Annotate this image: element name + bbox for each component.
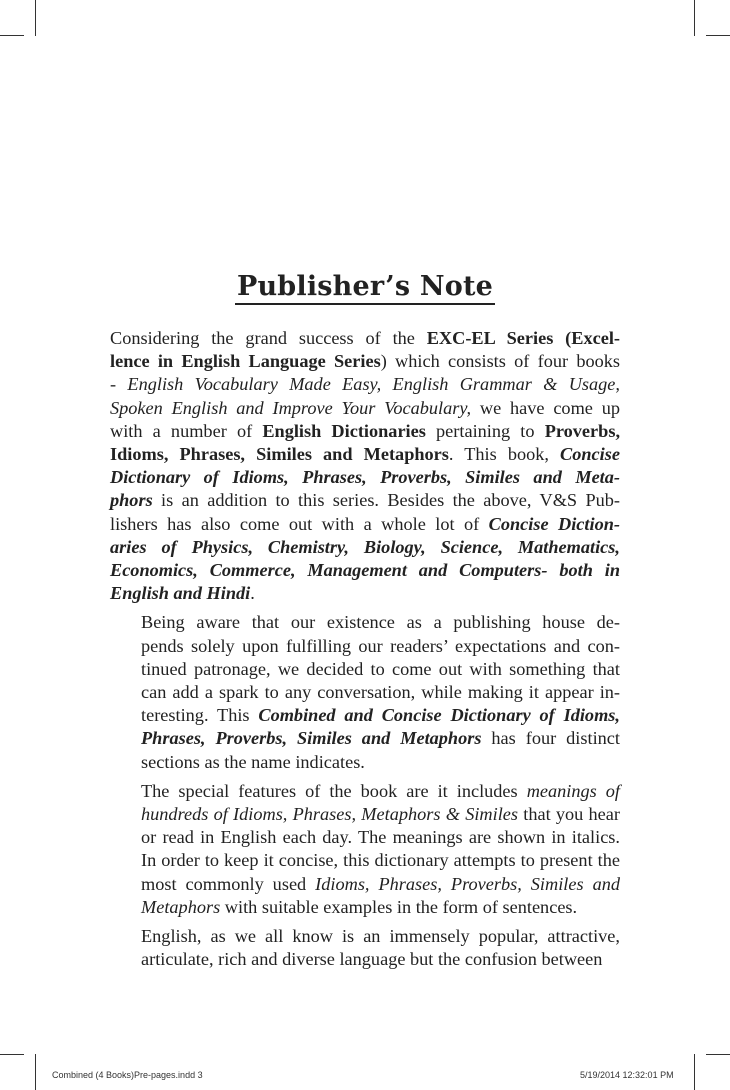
text-run: phors (110, 490, 153, 511)
text-run: with a number of (110, 420, 263, 441)
crop-mark (706, 35, 730, 36)
text-line (110, 559, 620, 582)
text-line (110, 443, 620, 466)
text-run: we have come up (471, 397, 620, 418)
text-run: Considering the grand success of the (110, 328, 427, 348)
text-line (110, 658, 620, 681)
text-run: pends solely upon fulfilling our readers’ expectations and con- (141, 635, 620, 656)
text-run: Concise (560, 444, 620, 465)
text-line (110, 397, 620, 420)
text-run: sections as the name indicates. (141, 751, 365, 772)
text-run: Proverbs, (544, 420, 621, 441)
text-line (110, 826, 620, 849)
crop-mark (0, 1054, 24, 1055)
text-line (110, 582, 620, 605)
text-line (110, 780, 620, 803)
text-line (110, 948, 620, 971)
text-run: The special features of the book are it includes (141, 780, 527, 801)
text-line (110, 420, 620, 443)
text-line (110, 635, 620, 658)
text-run: aries of Physics, Chemistry, Biology, Science, Mathematics, (110, 536, 620, 557)
text-line (110, 751, 620, 774)
text-run: Combined and Concise Dictionary of Idioms, (258, 705, 620, 726)
text-run: Metaphors (141, 896, 221, 917)
paragraph (110, 611, 620, 773)
crop-mark (35, 1054, 36, 1090)
text-line (110, 849, 620, 872)
text-line (110, 466, 620, 489)
text-run: English, as we all know is an immensely popular, attractive, (141, 926, 620, 947)
text-run: Idioms, Phrases, Similes and Metaphors (110, 444, 449, 465)
text-run: meanings of (526, 780, 620, 801)
paragraph (110, 925, 620, 971)
text-line (110, 489, 620, 512)
text-line (110, 681, 620, 704)
text-run: English Dictionaries (262, 420, 426, 441)
text-run: Economics, Commerce, Management and Computers- both in (110, 560, 620, 581)
text-line (110, 873, 620, 896)
crop-mark (706, 1054, 730, 1055)
text-line (110, 350, 620, 373)
text-run: In order to keep it concise, this dictionary attempts to present the (141, 850, 620, 871)
text-line (110, 373, 620, 396)
text-run: . This book, (448, 444, 561, 465)
text-run: Being aware that our existence as a publishing house de- (141, 612, 620, 633)
text-run: lishers has also come out with a whole lot of (110, 513, 489, 534)
text-line (110, 327, 620, 350)
text-line (110, 727, 620, 750)
text-run: articulate, rich and diverse language but the confusion between (141, 949, 603, 970)
crop-mark (35, 0, 36, 36)
text-run: or read in English each day. The meanings are shown in italics. (141, 827, 620, 848)
text-run: Idioms, Phrases, Proverbs, Similes and (315, 873, 620, 894)
text-run: with suitable examples in the form of sentences. (220, 896, 578, 917)
footer-filename: Combined (4 Books)Pre-pages.indd 3 (52, 1070, 203, 1080)
text-run: has four distinct (481, 728, 620, 749)
text-run: tinued patronage, we decided to come out with something that (141, 658, 620, 679)
text-run: is an addition to this series. Besides the above, V&S Pub- (152, 490, 620, 511)
text-line (110, 704, 620, 727)
text-line (110, 513, 620, 536)
text-run: English Vocabulary Made Easy, English Grammar & Usage, (127, 374, 620, 395)
text-run: lence in English Language Series (110, 351, 381, 372)
text-run: pertaining to (425, 420, 545, 441)
text-line (110, 536, 620, 559)
text-run: Dictionary of Idioms, Phrases, Proverbs, Similes and Meta- (110, 467, 620, 488)
text-run: most commonly used (141, 873, 316, 894)
text-run: Spoken English and Improve Your Vocabulary, (110, 397, 472, 418)
text-run: ) which consists of four books (380, 351, 620, 372)
text-run: Phrases, Proverbs, Similes and Metaphors (141, 728, 482, 749)
crop-mark (694, 0, 695, 36)
footer-timestamp: 5/19/2014 12:32:01 PM (580, 1070, 674, 1080)
text-run: Concise Diction- (488, 513, 620, 534)
body-text (110, 327, 620, 977)
text-run: - (110, 374, 128, 395)
page-title-text: Publisher’s Note (235, 271, 495, 305)
page-title (0, 266, 730, 305)
paragraph (110, 780, 620, 919)
crop-mark (0, 35, 24, 36)
text-run: English and Hindi (110, 583, 251, 604)
text-run: teresting. This (141, 705, 259, 726)
text-run: EXC-EL Series (Excel- (426, 328, 620, 348)
text-line (110, 611, 620, 634)
crop-mark (694, 1054, 695, 1090)
paragraph (110, 327, 620, 605)
text-run: hundreds of Idioms, Phrases, Metaphors & Similes (141, 804, 519, 825)
text-run: that you hear (518, 804, 620, 825)
text-run: can add a spark to any conversation, while making it appear in- (141, 682, 620, 703)
text-line (110, 925, 620, 948)
text-run: . (250, 583, 255, 604)
text-line (110, 896, 620, 919)
text-line (110, 803, 620, 826)
